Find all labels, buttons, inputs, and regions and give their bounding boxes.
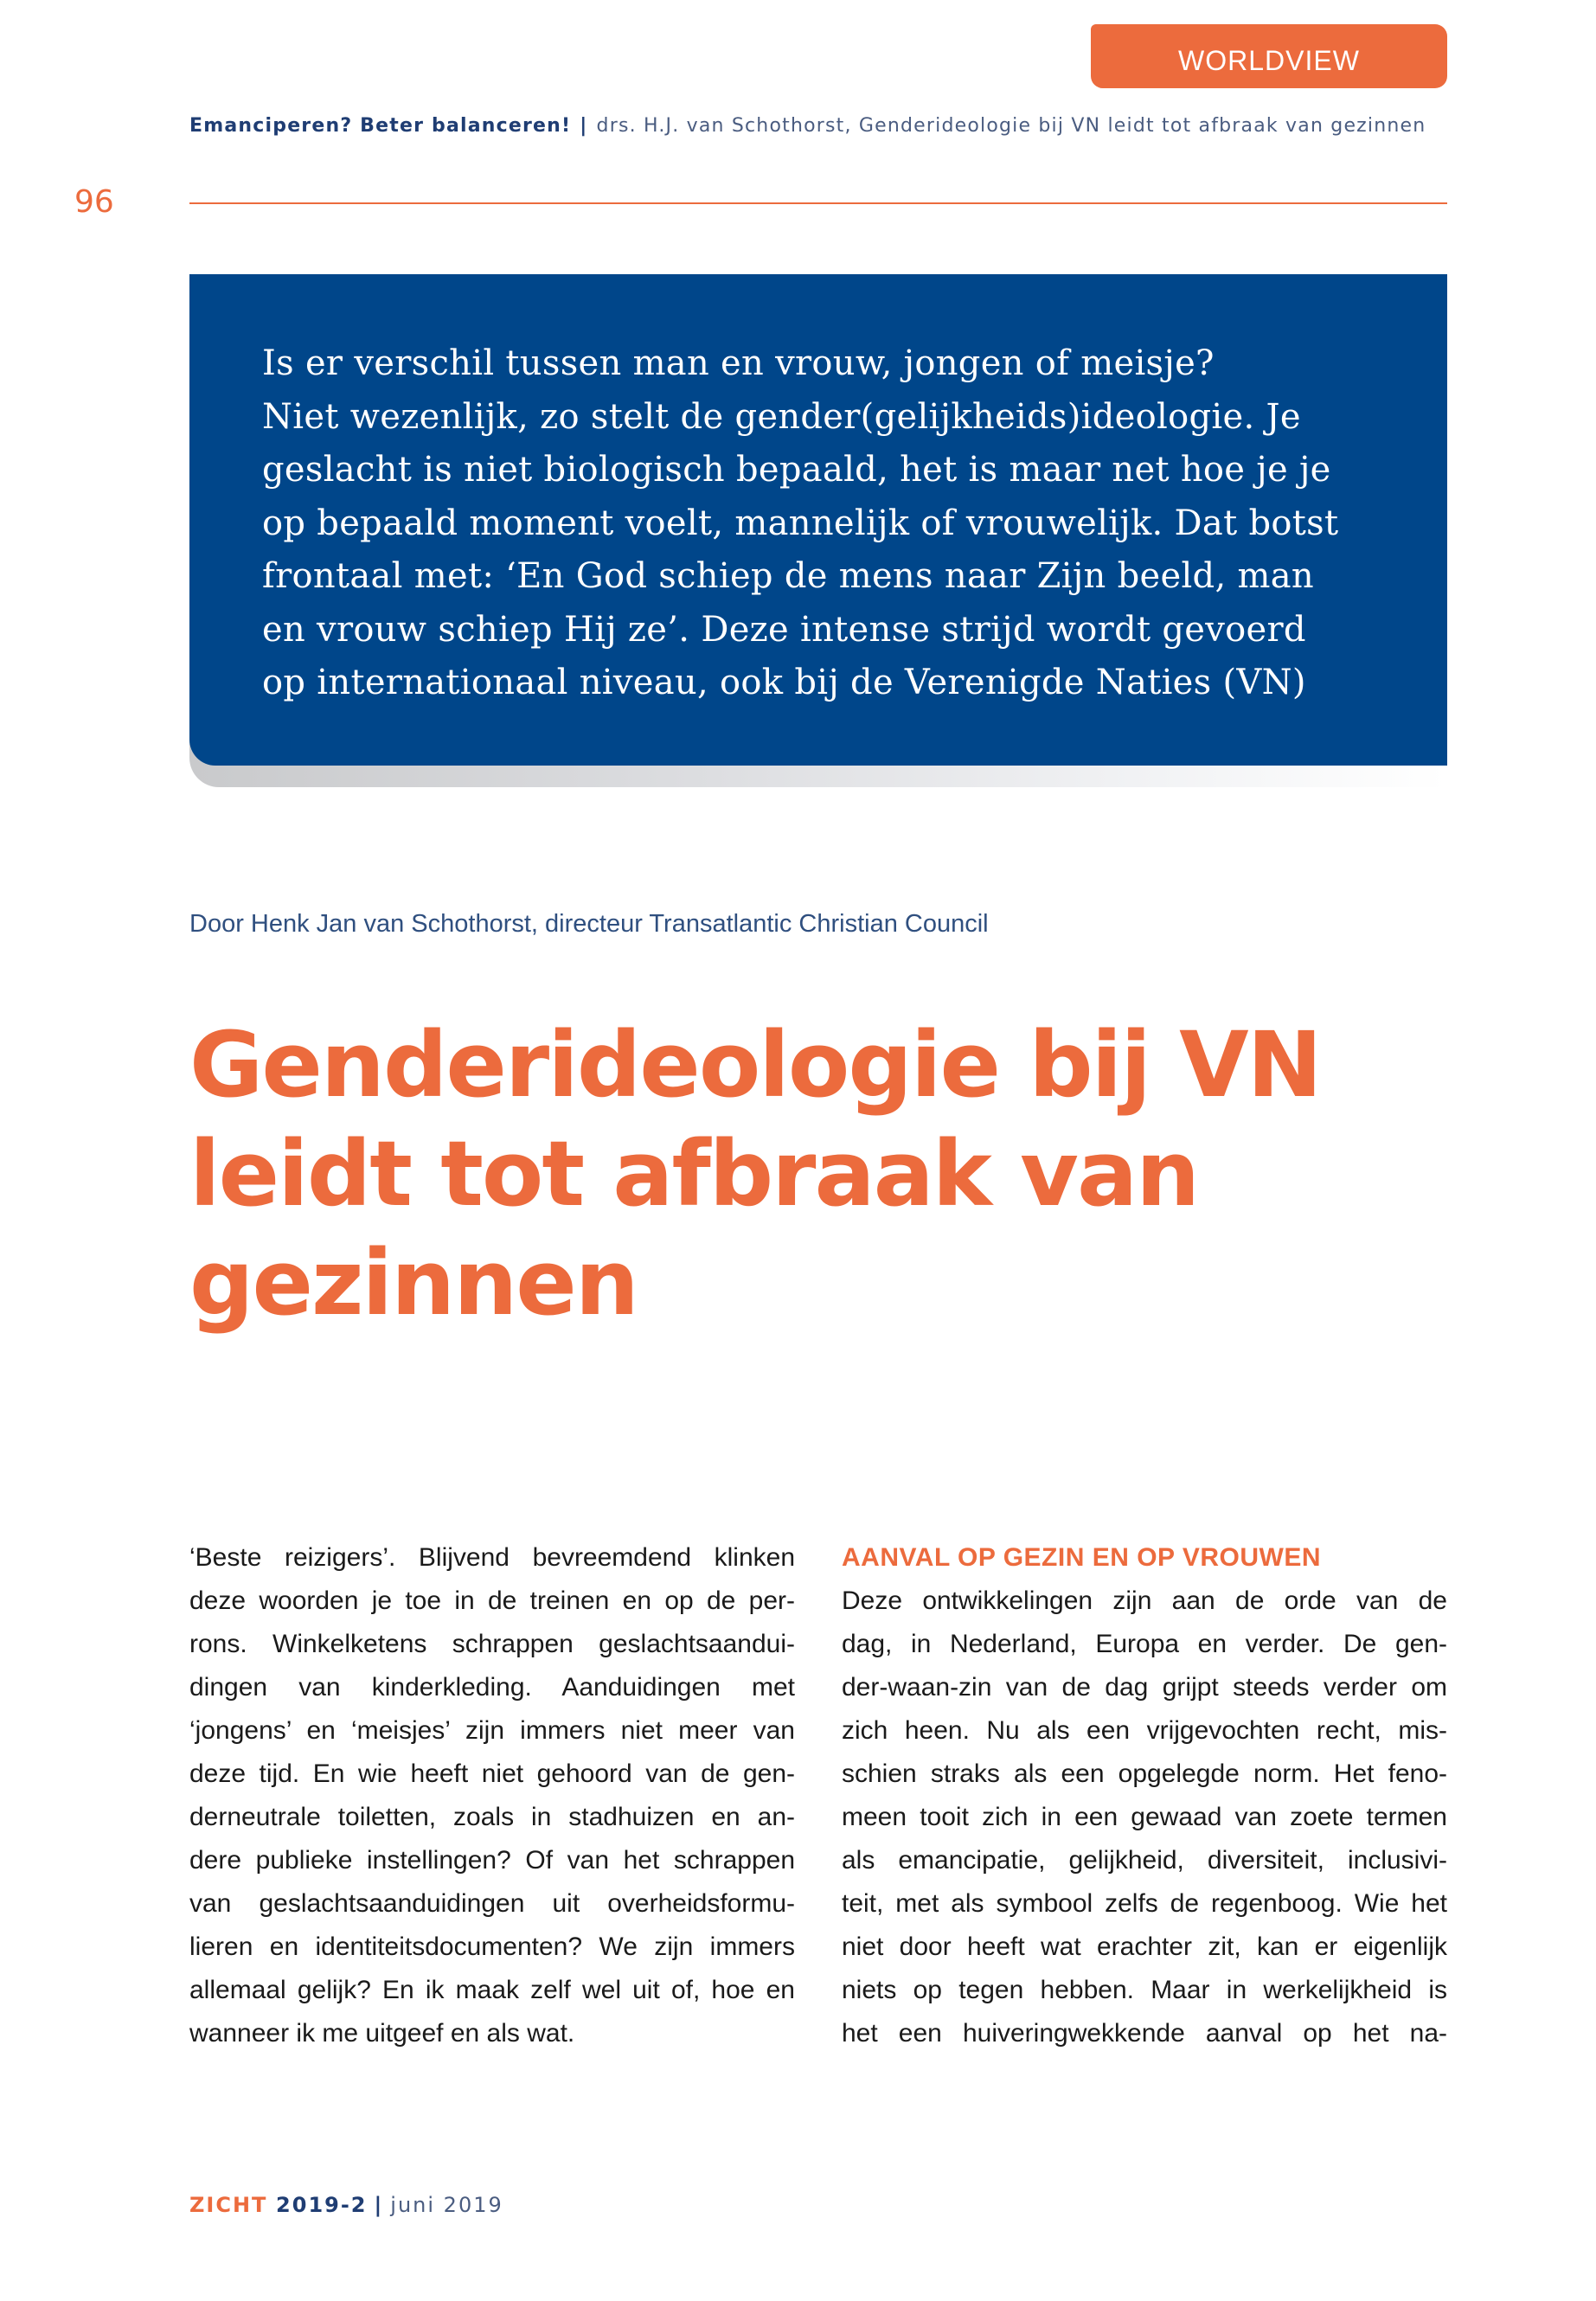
intro-line: Is er verschil tussen man en vrouw, jongen of meisje?: [262, 343, 1215, 383]
body-line: niets op tegen hebben. Maar in werkelijkheid is: [842, 1976, 1447, 2004]
footer-date: juni 2019: [390, 2193, 503, 2217]
intro-text: [262, 337, 1395, 710]
body-line: ‘jongens’ en ‘meisjes’ zijn immers niet meer van: [189, 1716, 795, 1745]
body-line: het een huiveringwekkende aanval op het na-: [842, 2019, 1447, 2048]
page-number: 96: [74, 184, 114, 220]
footer-issue: 2019-2: [276, 2193, 368, 2217]
body-line: schien straks als een opgelegde norm. Het feno-: [842, 1759, 1447, 1788]
body-line: dere publieke instellingen? Of van het schrappen: [189, 1846, 795, 1875]
byline: Door Henk Jan van Schothorst, directeur Transatlantic Christian Council: [189, 910, 989, 938]
footer-separator: |: [374, 2193, 384, 2217]
body-line: ‘Beste reizigers’. Blijvend bevreemdend klinken: [189, 1543, 795, 1572]
article-headline: [189, 1010, 1444, 1337]
body-line: deze tijd. En wie heeft niet gehoord van de gen-: [189, 1759, 795, 1788]
running-head-article-title: drs. H.J. van Schothorst, Genderideologie bij VN leidt tot afbraak van gezinnen: [596, 115, 1426, 137]
intro-line: frontaal met: ‘En God schiep de mens naar Zijn beeld, man: [262, 556, 1314, 596]
body-line: rons. Winkelketens schrappen geslachtsaandui-: [189, 1630, 795, 1658]
body-line: Deze ontwikkelingen zijn aan de orde van de: [842, 1586, 1447, 1615]
intro-line: op internationaal niveau, ook bij de Verenigde Naties (VN): [262, 663, 1306, 702]
headline-line: gezinnen: [189, 1230, 638, 1336]
intro-line: op bepaald moment voelt, mannelijk of vrouwelijk. Dat botst: [262, 503, 1339, 543]
intro-line: geslacht is niet biologisch bepaald, het is maar net hoe je je: [262, 450, 1331, 490]
headline-line: leidt tot afbraak van: [189, 1121, 1199, 1227]
footer: [189, 2190, 503, 2220]
body-line: deze woorden je toe in de treinen en op de per-: [189, 1586, 795, 1615]
body-line: als emancipatie, gelijkheid, diversiteit, inclusivi-: [842, 1846, 1447, 1875]
body-line: der-waan-zin van de dag grijpt steeds verder om: [842, 1673, 1447, 1702]
body-line: derneutrale toiletten, zoals in stadhuizen en an-: [189, 1803, 795, 1831]
footer-magazine: ZICHT: [189, 2193, 268, 2217]
running-head-series-title: Emanciperen? Beter balanceren!: [189, 115, 572, 137]
headline-line: Genderideologie bij VN: [189, 1012, 1321, 1118]
body-line: zich heen. Nu als een vrijgevochten recht, mis-: [842, 1716, 1447, 1745]
running-head: [189, 111, 1448, 142]
section-subhead: AANVAL OP GEZIN EN OP VROUWEN: [842, 1543, 1322, 1572]
body-line: meen tooit zich in een gewaad van zoete termen: [842, 1803, 1447, 1831]
running-head-separator: |: [580, 115, 588, 137]
header-rule: [189, 202, 1447, 204]
body-line: allemaal gelijk? En ik maak zelf wel uit of, hoe en: [189, 1976, 795, 2004]
body-line: van geslachtsaanduidingen uit overheidsformu-: [189, 1889, 795, 1918]
body-column-left: [189, 1536, 795, 2055]
body-line: dag, in Nederland, Europa en verder. De gen-: [842, 1630, 1447, 1658]
body-line: lieren en identiteitsdocumenten? We zijn immers: [189, 1932, 795, 1961]
body-column-right: [842, 1536, 1447, 2055]
body-line: teit, met als symbool zelfs de regenboog. Wie het: [842, 1889, 1447, 1918]
body-line: dingen van kinderkleding. Aanduidingen met: [189, 1673, 795, 1702]
body-line: wanneer ik me uitgeef en als wat.: [189, 2019, 575, 2048]
section-tab-worldview: WORLDVIEW: [1091, 24, 1447, 88]
intro-line: Niet wezenlijk, zo stelt de gender(gelijkheids)ideologie. Je: [262, 396, 1301, 437]
body-line: niet door heeft wat erachter zit, kan er eigenlijk: [842, 1932, 1447, 1961]
intro-line: en vrouw schiep Hij ze’. Deze intense strijd wordt gevoerd: [262, 609, 1306, 650]
